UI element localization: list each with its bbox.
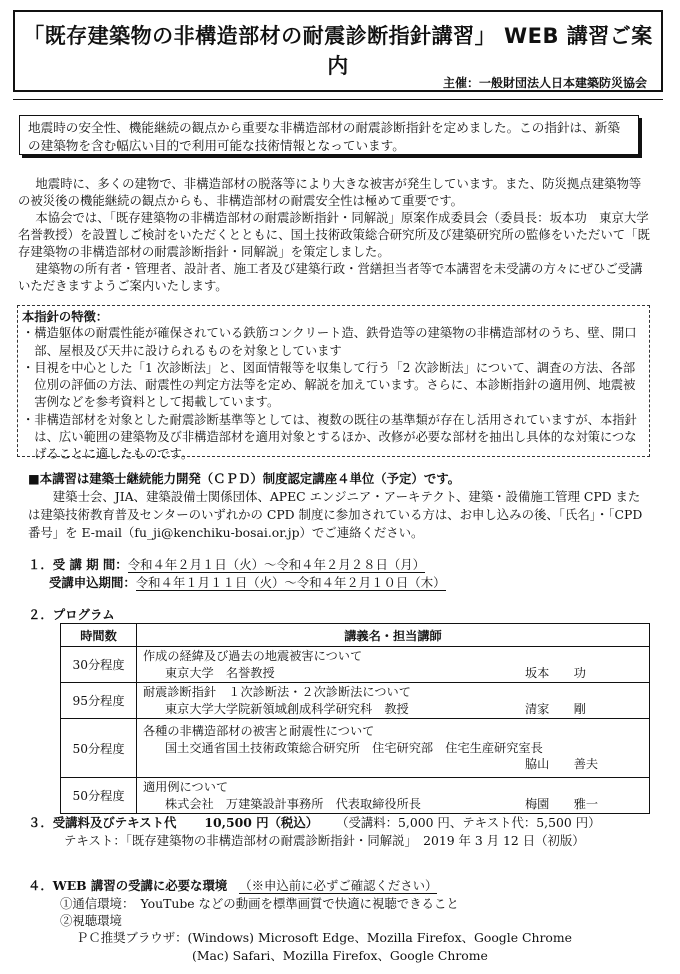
- speaker: [143, 756, 643, 773]
- env-heading-row: [28, 876, 437, 894]
- env-item-2: ②視聴環境: [60, 913, 122, 928]
- period-value: 令和４年２月１日（火）～令和４年２月２８日（月）: [127, 557, 426, 572]
- env-item-1: ①通信環境： YouTube などの動画を標準画質で快適に視聴できること: [60, 896, 459, 911]
- period-row-2: [49, 573, 446, 591]
- lecture-title: 作成の経緯及び過去の地震被害について: [143, 649, 363, 663]
- topic-cell: [137, 719, 650, 778]
- time-cell: 95分程度: [61, 683, 137, 719]
- table-row: [61, 719, 650, 778]
- speaker: [143, 701, 643, 718]
- divider: [13, 99, 663, 100]
- feature-item-3: ・非構造部材を対象とした耐震診断基準等としては、複数の既往の基準類が存在し活用されていますが、本指針は、広い範囲の建築物及び非構造部材を適用対象とするほか、改修が必要な部材を抽出し具体的な対策につなげることに適したものです。: [22, 412, 637, 462]
- topic-cell: [137, 778, 650, 814]
- browser-mac: (Mac) Safari、Mozilla Firefox、Google Chrome: [192, 948, 488, 963]
- speaker-affiliation: 国土交通省国土技術政策総合研究所 住宅研究部 住宅生産研究室長: [165, 740, 543, 755]
- speaker-affiliation: 東京大学大学院新領域創成科学研究科 教授: [165, 701, 409, 716]
- period-label: １．受 講 期 間：: [28, 557, 128, 572]
- application-period-value: 令和４年１月１１日（火）～令和４年２月１０日（木）: [135, 575, 446, 590]
- intro-box: 地震時の安全性、機能継続の観点から重要な非構造部材の耐震診断指針を定めました。この指針は、新築の建築物を含む幅広い目的で利用可能な技術情報となっています。: [19, 115, 639, 155]
- table-row: [61, 647, 650, 683]
- env-heading: ４．WEB 講習の受講に必要な環境: [28, 878, 228, 893]
- speaker-name: 脇山 善夫: [525, 757, 599, 772]
- browser-windows: ＰＣ推奨ブラウザ：(Windows) Microsoft Edge、Mozilla Firefox、Google Chrome: [76, 930, 572, 945]
- features-box: [17, 305, 650, 462]
- topic-cell: [137, 683, 650, 719]
- table-row: [61, 778, 650, 814]
- paragraph-1: 地震時に、多くの建物で、非構造部材の脱落等により大きな被害が発生しています。また、防災拠点建築物等の被災後の機能継続の観点からも、非構造部材の耐震安全性は極めて重要です。: [18, 176, 642, 209]
- fee-detail: （受講料：5,000 円、テキスト代：5,500 円）: [336, 815, 601, 830]
- table-header-row: [61, 624, 650, 647]
- cpd-section: [28, 470, 650, 542]
- fee-row: [28, 813, 601, 831]
- cpd-lead: ■本講習は建築士継続能力開発（ＣＰＤ）制度認定講座４単位（予定）です。: [28, 471, 460, 486]
- feature-item-2: ・目視を中心とした「1 次診断法」と、図面情報等を収集して行う「2 次診断法」について、調査の方法、各部位別の評価の方法、耐震性の判定方法等を定め、解説を加えています。さらに、本診断指針の適用例、地震被害例などを参考資料として掲載しています。: [22, 360, 636, 410]
- period-row-1: [28, 555, 425, 573]
- env-note: （※申込前に必ずご確認ください）: [239, 878, 438, 893]
- speaker: [143, 796, 643, 813]
- speaker: [143, 665, 643, 682]
- speaker-affiliation: 株式会社 万建築設計事務所 代表取締役所長: [165, 796, 421, 811]
- paragraph-3: 建築物の所有者・管理者、設計者、施工者及び建築行政・営繕担当者等で本講習を未受講の方々にぜひご受講いただきますようご案内いたします。: [18, 261, 643, 294]
- lecture-title: 適用例について: [143, 780, 229, 794]
- speaker-name: 清家 剛: [525, 701, 586, 716]
- col-topic: 講義名・担当講師: [137, 624, 650, 647]
- fee-amount: 10,500 円（税込）: [204, 815, 319, 830]
- topic-cell: [137, 647, 650, 683]
- title-box: [13, 10, 663, 92]
- speaker-name: 梅園 雅一: [525, 796, 599, 811]
- cpd-body: 建築士会、JIA、建築設備士関係団体、APEC エンジニア・アーキテクト、建築・設備施工管理 CPD または建築技術教育普及センターのいずれかの CPD 制度に参加されている方は、お申し込みの後、「氏名」・「CPD 番号」を E-mail（fu_ji@kenchiku-bosai.or.jp）でご連絡ください。: [28, 489, 643, 540]
- application-period-label: 受講申込期間：: [49, 575, 136, 590]
- col-time: 時間数: [61, 624, 137, 647]
- paragraph-2: 本協会では、「既存建築物の非構造部材の耐震診断指針・同解説」原案作成委員会（委員長：坂本功 東京大学名誉教授）を設置しご検討をいただくとともに、国土技術政策総合研究所及び建築研究所の監修をいただいて「既存建築物の非構造部材の耐震診断指針・同解説」を策定しました。: [18, 210, 650, 260]
- time-cell: 50分程度: [61, 778, 137, 814]
- speaker-affiliation: 東京大学 名誉教授: [165, 665, 275, 680]
- lecture-title: 耐震診断指針 １次診断法・２次診断法について: [143, 685, 411, 699]
- lecture-title: 各種の非構造部材の被害と耐震性について: [143, 724, 375, 739]
- fee-label: ３．受講料及びテキスト代: [28, 815, 177, 830]
- text-info: テキスト：「既存建築物の非構造部材の耐震診断指針・同解説」 2019 年 3 月 12 日（初版）: [64, 833, 585, 848]
- program-heading: ２．プログラム: [28, 607, 115, 622]
- time-cell: 30分程度: [61, 647, 137, 683]
- features-heading: 本指針の特徴：: [22, 309, 109, 324]
- time-cell: 50分程度: [61, 719, 137, 778]
- feature-item-1: ・構造躯体の耐震性能が確保されている鉄筋コンクリート造、鉄骨造等の建築物の非構造部材のうち、壁、開口部、屋根及び天井に設けられるものを対象としています: [22, 326, 637, 358]
- host-organization: 主催：一般財団法人日本建築防災協会: [442, 76, 647, 90]
- program-table: [60, 623, 650, 814]
- speaker-name: 坂本 功: [525, 665, 586, 680]
- page-title: 「既存建築物の非構造部材の耐震診断指針講習」 WEB 講習ご案内: [23, 24, 653, 78]
- table-row: [61, 683, 650, 719]
